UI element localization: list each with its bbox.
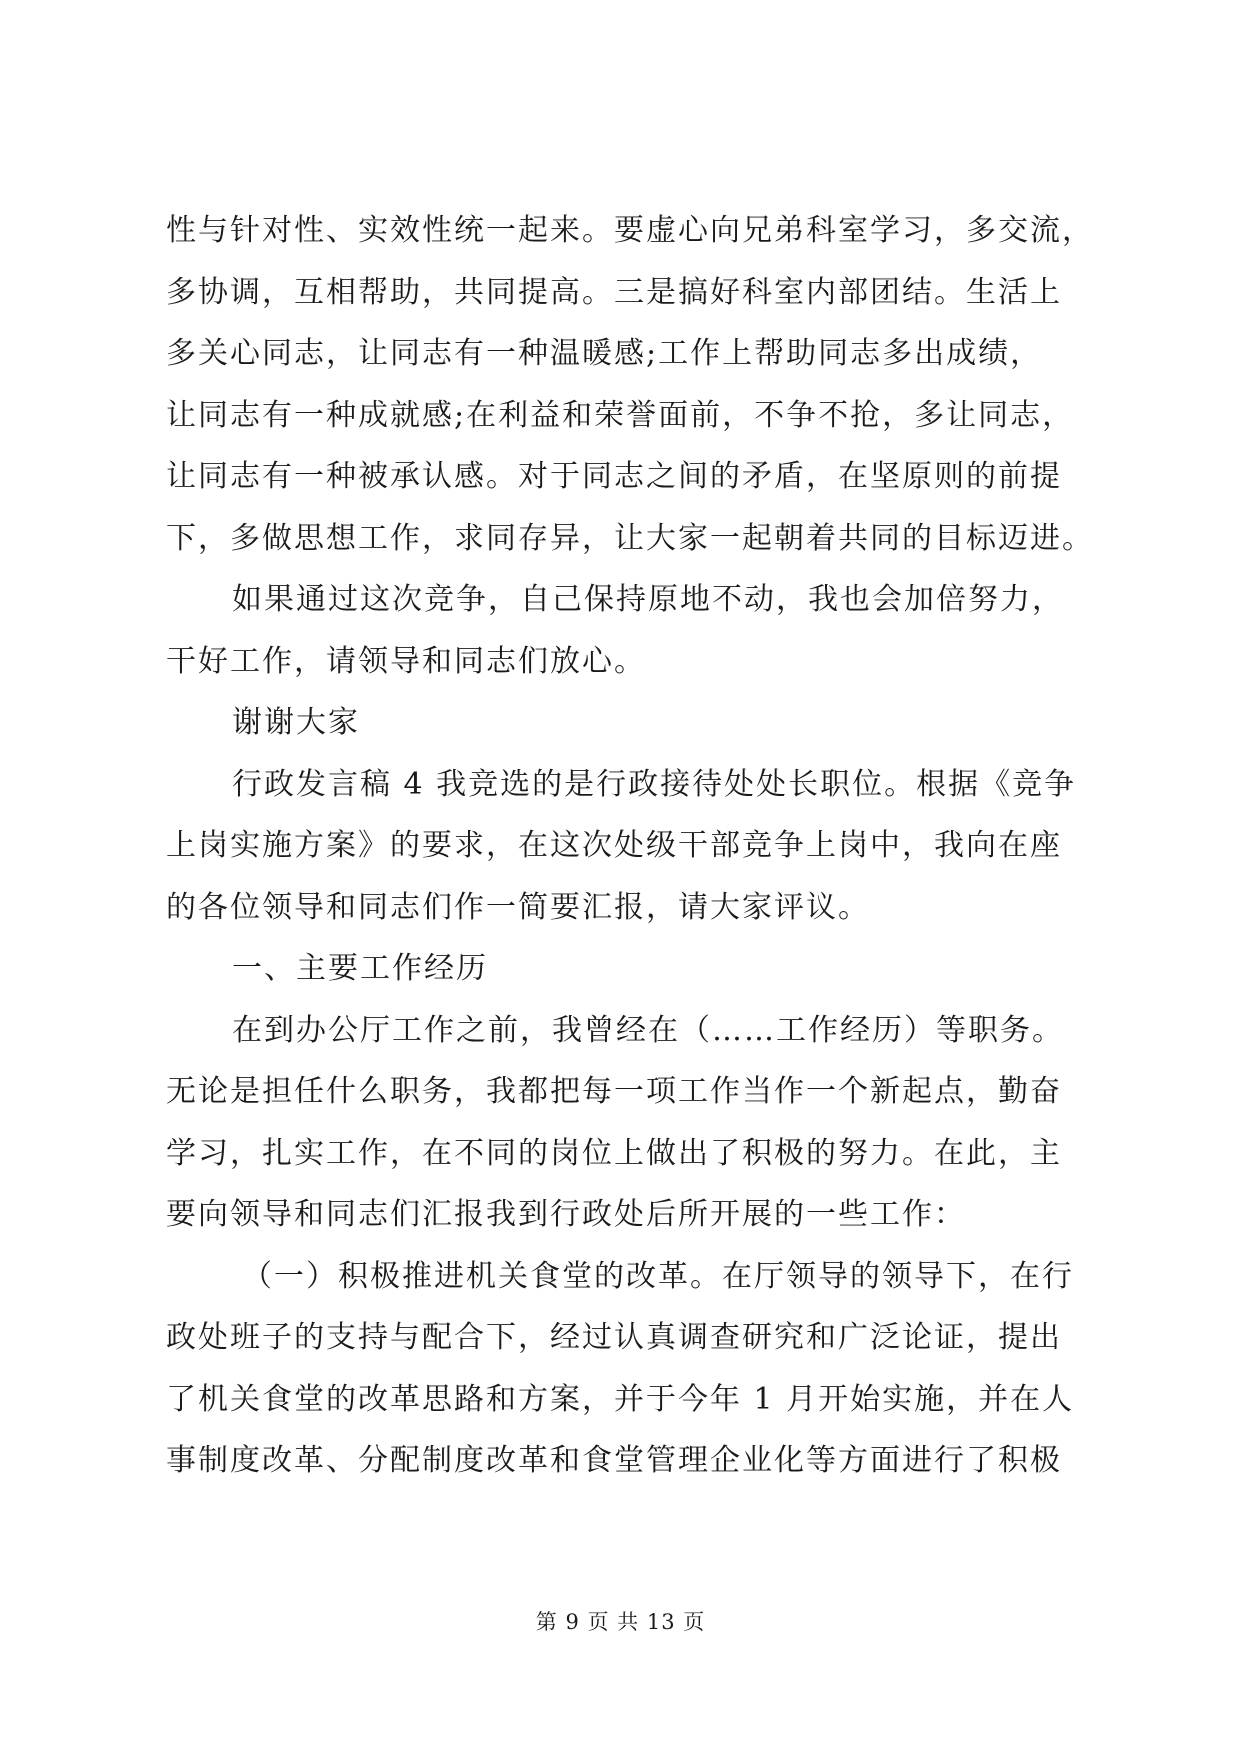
text-line: 了机关食堂的改革思路和方案，并于今年 1 月开始实施，并在人 xyxy=(166,1381,1075,1417)
text-line: 让同志有一种被承认感。对于同志之间的矛盾，在坚原则的前提 xyxy=(166,459,1062,494)
text-line: 多协调，互相帮助，共同提高。三是搞好科室内部团结。生活上 xyxy=(166,274,1062,310)
text-line: 上岗实施方案》的要求，在这次处级干部竞争上岗中，我向在座 xyxy=(166,828,1062,863)
text-line: 干好工作，请领导和同志们放心。 xyxy=(166,643,646,679)
text-line: （一）积极推进机关食堂的改革。在厅领导的领导下，在行 xyxy=(242,1258,1074,1294)
text-line: 一、主要工作经历 xyxy=(232,951,488,986)
text-line: 无论是担任什么职务，我都把每一项工作当作一个新起点，勤奋 xyxy=(166,1074,1062,1109)
body-text xyxy=(166,200,1094,1492)
text-line: 多关心同志，让同志有一种温暖感;工作上帮助同志多出成绩， xyxy=(166,336,1043,371)
text-line: 在到办公厅工作之前，我曾经在（……工作经历）等职务。 xyxy=(232,1012,1064,1048)
text-line: 性与针对性、实效性统一起来。要虚心向兄弟科室学习，多交流， xyxy=(166,213,1094,248)
text-line: 如果通过这次竞争，自己保持原地不动，我也会加倍努力， xyxy=(232,582,1064,617)
text-line: 学习，扎实工作，在不同的岗位上做出了积极的努力。在此，主 xyxy=(166,1135,1062,1171)
text-line: 的各位领导和同志们作一简要汇报，请大家评议。 xyxy=(166,889,870,925)
text-line: 下，多做思想工作，求同存异，让大家一起朝着共同的目标迈进。 xyxy=(166,520,1094,556)
page-footer: 第 9 页 共 13 页 xyxy=(535,1610,706,1634)
text-line: 让同志有一种成就感;在利益和荣誉面前，不争不抢，多让同志， xyxy=(166,397,1075,433)
text-line: 政处班子的支持与配合下，经过认真调查研究和广泛论证，提出 xyxy=(166,1320,1062,1355)
text-line: 谢谢大家 xyxy=(232,705,360,740)
text-line: 行政发言稿 4 我竞选的是行政接待处处长职位。根据《竞争 xyxy=(232,766,1077,802)
text-line: 要向领导和同志们汇报我到行政处后所开展的一些工作： xyxy=(166,1197,966,1232)
text-line: 事制度改革、分配制度改革和食堂管理企业化等方面进行了积极 xyxy=(166,1443,1062,1478)
